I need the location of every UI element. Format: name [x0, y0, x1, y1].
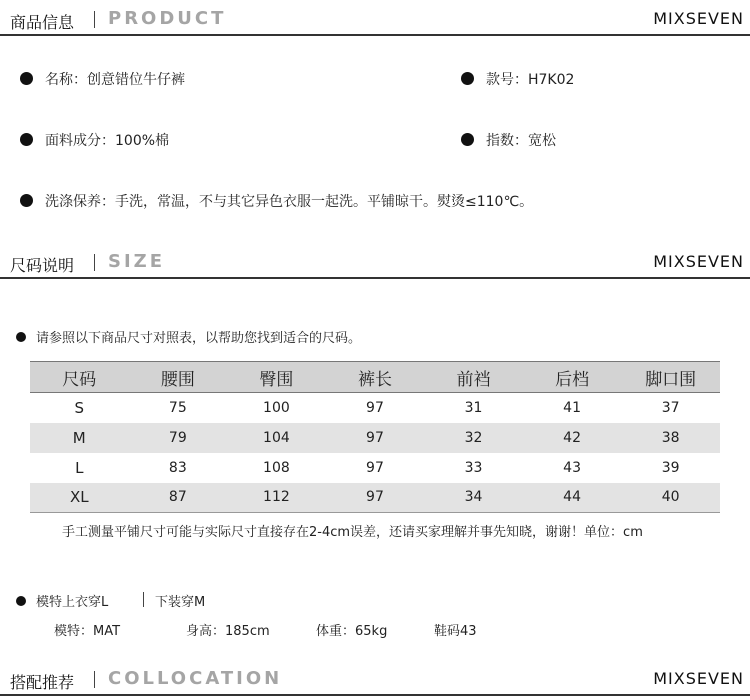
model-weight: 体重：65kg	[316, 624, 388, 639]
model-shoe-size: 鞋码43	[434, 624, 477, 639]
table-cell: M	[30, 423, 129, 453]
bullet-icon	[20, 133, 33, 146]
bullet-icon	[461, 72, 474, 85]
model-top-size: 模特上衣穿L	[36, 595, 109, 610]
table-cell: 104	[227, 423, 326, 453]
bullet-icon	[16, 596, 26, 606]
product-section-header	[0, 0, 750, 36]
bullet-icon	[20, 72, 33, 85]
size-measurement-note: 手工测量平铺尺寸可能与实际尺寸直接存在2-4cm误差，还请买家理解并事先知晓，谢谢！单位：cm	[62, 525, 643, 540]
bullet-icon	[461, 133, 474, 146]
brand-label: MIXSEVEN	[653, 669, 744, 688]
table-cell: 38	[621, 423, 720, 453]
size-intro	[16, 327, 361, 346]
product-fabric	[20, 130, 169, 150]
table-cell: 40	[621, 483, 720, 513]
section-title-divider	[94, 671, 95, 688]
table-cell: 31	[464, 399, 483, 416]
table-cell: 32	[424, 423, 523, 453]
header-length: 裤长	[326, 362, 425, 393]
table-cell: 39	[661, 459, 680, 476]
section-title-cn: 搭配推荐	[10, 673, 75, 692]
product-style-no	[461, 69, 574, 89]
header-back-rise: 后档	[523, 362, 622, 393]
size-section-header	[0, 243, 750, 279]
table-cell: 97	[366, 399, 384, 416]
header-front-rise: 前裆	[424, 362, 523, 393]
section-title-cn: 尺码说明	[10, 256, 75, 275]
table-cell: 87	[129, 483, 228, 513]
section-title-divider	[94, 11, 95, 28]
table-cell: 97	[326, 483, 425, 513]
table-cell: 79	[129, 423, 228, 453]
product-fabric-text: 面料成分：100%棉	[45, 133, 170, 149]
table-cell: 43	[563, 459, 581, 476]
model-outfit-info	[16, 591, 108, 610]
product-care-text: 洗涤保养：手洗，常温，不与其它异色衣服一起洗。平铺晾干。熨烫≤110℃。	[45, 194, 534, 210]
section-title-divider	[94, 254, 95, 271]
table-cell: XL	[30, 483, 129, 513]
bullet-icon	[20, 194, 33, 207]
size-chart-table	[30, 361, 720, 513]
table-cell: L	[75, 458, 84, 477]
table-row	[30, 423, 720, 453]
collocation-section-header	[0, 660, 750, 696]
size-table-header-row	[30, 362, 720, 393]
section-title-en: SIZE	[108, 251, 166, 272]
header-size: 尺码	[30, 362, 129, 393]
table-cell: 44	[523, 483, 622, 513]
product-style-no-text: 款号：H7K02	[486, 72, 575, 88]
table-cell: 41	[563, 399, 581, 416]
product-name-text: 名称：创意错位牛仔裤	[45, 72, 185, 88]
product-fit	[461, 130, 556, 150]
model-bottom-size: 下装穿M	[155, 595, 206, 610]
header-hip: 臀围	[227, 362, 326, 393]
section-title-cn: 商品信息	[10, 13, 75, 32]
section-title-en: COLLOCATION	[108, 668, 283, 689]
product-care	[20, 191, 533, 211]
table-row	[30, 483, 720, 513]
model-info-divider	[143, 592, 144, 607]
table-row	[30, 393, 720, 423]
bullet-icon	[16, 332, 26, 342]
table-cell: S	[74, 398, 85, 417]
model-name: 模特：MAT	[54, 624, 121, 639]
header-waist: 腰围	[129, 362, 228, 393]
table-cell: 97	[366, 459, 384, 476]
size-intro-text: 请参照以下商品尺寸对照表，以帮助您找到适合的尺码。	[36, 331, 362, 346]
table-cell: 33	[464, 459, 483, 476]
table-cell: 108	[263, 459, 290, 476]
table-row	[30, 453, 720, 483]
table-cell: 42	[523, 423, 622, 453]
product-name	[20, 69, 185, 89]
table-cell: 75	[168, 399, 187, 416]
table-cell: 112	[227, 483, 326, 513]
table-cell: 37	[661, 399, 680, 416]
brand-label: MIXSEVEN	[653, 252, 744, 271]
model-height: 身高：185cm	[186, 624, 270, 639]
product-fit-text: 指数：宽松	[486, 133, 556, 149]
table-cell: 97	[326, 423, 425, 453]
section-title-en: PRODUCT	[108, 8, 227, 29]
table-cell: 100	[263, 399, 290, 416]
table-cell: 83	[168, 459, 187, 476]
brand-label: MIXSEVEN	[653, 9, 744, 28]
table-cell: 34	[424, 483, 523, 513]
header-leg-opening: 脚口围	[621, 362, 720, 393]
